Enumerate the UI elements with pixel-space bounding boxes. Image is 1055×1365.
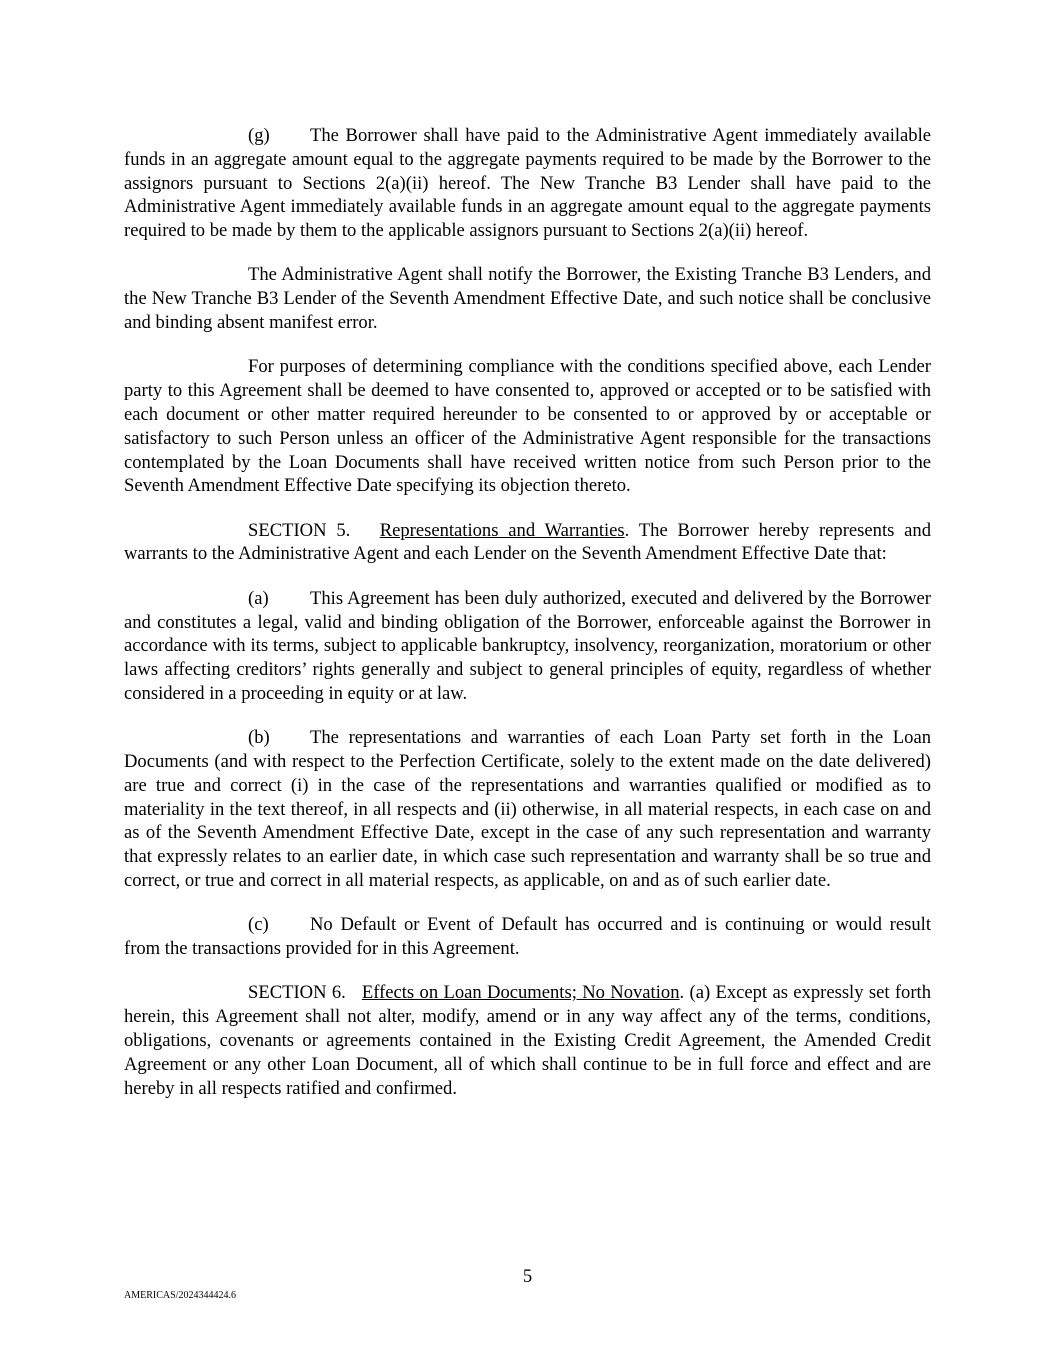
paragraph-b bbox=[124, 726, 931, 893]
section-number: SECTION 5. bbox=[248, 519, 351, 541]
page-number: 5 bbox=[522, 1266, 533, 1287]
paragraph-text: No Default or Event of Default has occurred and is continuing or would result from the transactions provided for in this Agreement. bbox=[124, 914, 931, 960]
paragraph-notify bbox=[124, 263, 931, 334]
item-label: (g) bbox=[248, 125, 270, 146]
paragraph-text: . The Borrower hereby represents and warrants to the Administrative Agent and each Lender on the Seventh Amendment Effective Date that: bbox=[124, 519, 931, 565]
paragraph-compliance bbox=[124, 355, 931, 498]
paragraph-text: For purposes of determining compliance with the conditions specified above, each Lender party to this Agreement shall be deemed to have consented to, approved or accepted or to be satisfied with each document or other matter required hereunder to be consented to or approved by or acceptable or satisfactory to such Person unless an officer of the Administrative Agent responsible for the transactions contemplated by the Loan Documents shall have received written notice from such Person prior to the Seventh Amendment Effective Date specifying its objection thereto. bbox=[124, 356, 931, 497]
section-6 bbox=[124, 981, 931, 1100]
paragraph-g bbox=[124, 124, 931, 243]
paragraph-text: The representations and warranties of each Loan Party set forth in the Loan Documents (and with respect to the Perfection Certificate, solely to the extent made on the date delivered) are true and correct (i) in the case of the representations and warranties qualified or modified as to materiality in the text thereof, in all respects and (ii) otherwise, in all material respects, in each case on and as of the Seventh Amendment Effective Date, except in the case of any such representation and warranty that expressly relates to an earlier date, in which case such representation and warranty shall be so true and correct, or true and correct in all material respects, as applicable, on and as of such earlier date. bbox=[124, 727, 931, 892]
item-label: (a) bbox=[248, 587, 269, 609]
item-label: (b) bbox=[248, 727, 270, 749]
section-heading: Representations and Warranties bbox=[379, 519, 625, 541]
paragraph-text: This Agreement has been duly authorized, executed and delivered by the Borrower and constitutes a legal, valid and binding obligation of the Borrower, enforceable against the Borrower in accordance with its terms, subject to applicable bankruptcy, insolvency, reorganization, moratorium or other laws affecting creditors’ rights generally and subject to general principles of equity, regardless of whether considered in a proceeding in equity or at law. bbox=[124, 587, 931, 704]
document-id: AMERICAS/2024344424.6 bbox=[124, 1290, 236, 1301]
item-label: (c) bbox=[248, 914, 269, 936]
paragraph-a bbox=[124, 587, 931, 706]
paragraph-text: . (a) Except as expressly set forth herein, this Agreement shall not alter, modify, amend or in any way affect any of the terms, conditions, obligations, covenants or agreements contained in the Existing Credit Agreement, the Amended Credit Agreement or any other Loan Document, all of which shall continue to be in full force and effect and are hereby in all respects ratified and confirmed. bbox=[124, 982, 932, 1099]
section-number: SECTION 6. bbox=[248, 982, 346, 1004]
section-5 bbox=[124, 519, 931, 567]
document-body bbox=[124, 124, 931, 1121]
section-heading: Effects on Loan Documents; No Novation bbox=[361, 982, 680, 1004]
paragraph-c bbox=[124, 913, 931, 961]
paragraph-text: The Borrower shall have paid to the Administrative Agent immediately available funds in an aggregate amount equal to the aggregate payments required to be made by the Borrower to the assignors pursuant to Sections 2(a)(ii) hereof. The New Tranche B3 Lender shall have paid to the Administrative Agent immediately available funds in an aggregate amount equal to the aggregate payments required to be made by them to the applicable assignors pursuant to Sections 2(a)(ii) hereof. bbox=[124, 125, 931, 242]
paragraph-text: The Administrative Agent shall notify the Borrower, the Existing Tranche B3 Lenders, and the New Tranche B3 Lender of the Seventh Amendment Effective Date, and such notice shall be conclusive and binding absent manifest error. bbox=[124, 264, 931, 334]
